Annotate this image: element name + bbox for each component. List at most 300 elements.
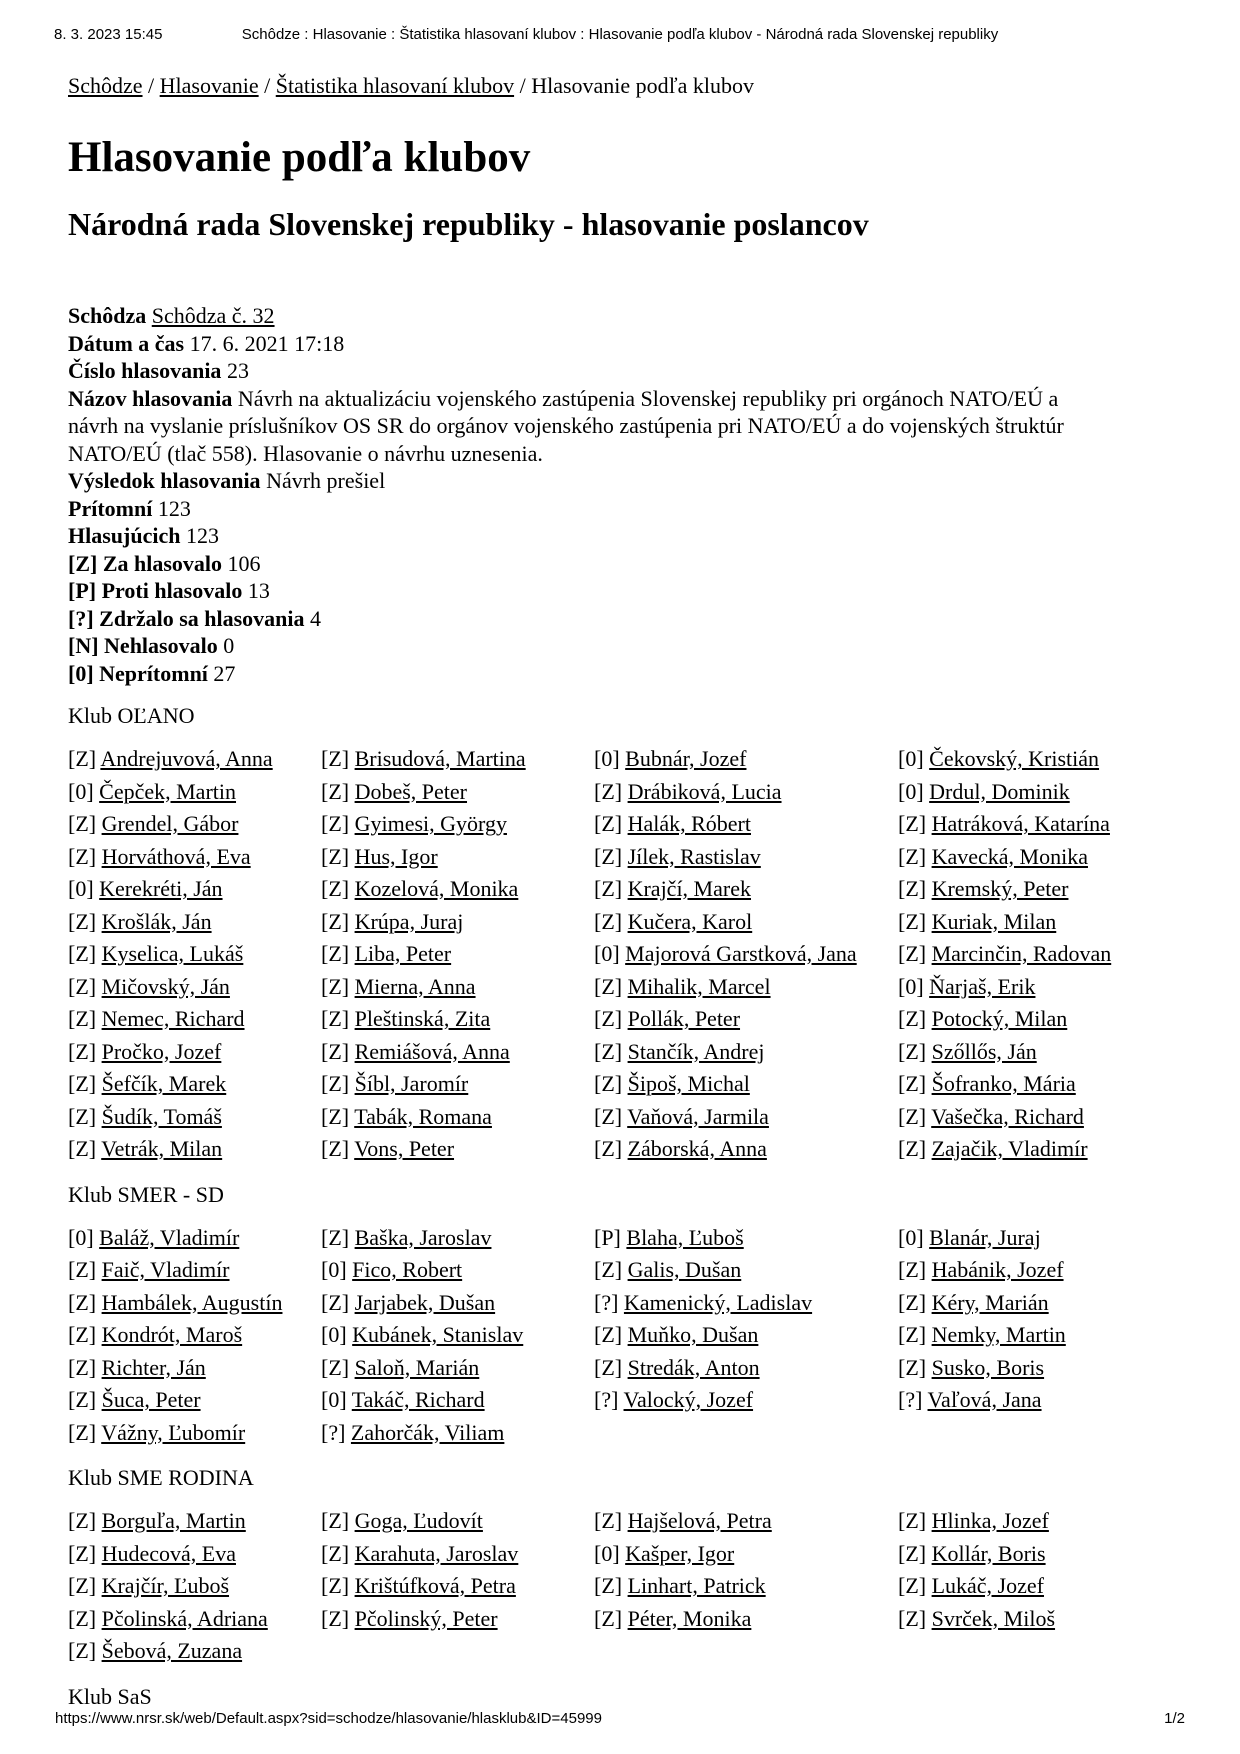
member-cell [594,971,898,1004]
member-cell [68,776,321,809]
member-link[interactable]: Záborská, Anna [627,1136,767,1161]
member-cell [321,1287,594,1320]
vote-marker: [Z] [68,941,97,966]
vote-marker: [Z] [898,1354,927,1380]
vote-marker: [Z] [594,1006,623,1031]
member-cell [898,1384,1188,1417]
member-link[interactable]: Tabák, Romana [354,1103,492,1129]
detail-label: [?] Zdržalo sa hlasovania [68,605,305,631]
vote-marker: [Z] [898,1038,927,1064]
member-link[interactable]: Faič, Vladimír [101,1257,230,1282]
member-link[interactable]: Šofranko, Mária [931,1071,1076,1096]
member-link[interactable]: Hajšelová, Petra [627,1508,772,1533]
print-datetime: 8. 3. 2023 15:45 [54,26,163,43]
detail-line [68,522,1098,550]
vote-marker: [Z] [321,973,350,999]
member-link[interactable]: Hatráková, Katarína [931,811,1110,836]
member-link[interactable]: Mierna, Anna [354,973,476,999]
member-link[interactable]: Vons, Peter [354,1136,455,1161]
member-link[interactable]: Krajčír, Ľuboš [101,1573,230,1598]
breadcrumb-link[interactable]: Hlasovanie [159,73,259,98]
vote-marker: [0] [898,778,924,804]
vote-marker: [Z] [321,811,350,836]
member-cell [321,1133,594,1166]
member-link[interactable]: Kubánek, Stanislav [352,1322,524,1347]
member-cell [68,1101,321,1134]
vote-marker: [Z] [898,1289,927,1315]
member-cell [594,1287,898,1320]
breadcrumb-separator: / [514,73,532,98]
club-members-table [68,743,1188,1166]
member-cell [898,1352,1188,1385]
vote-marker: [Z] [594,1605,623,1631]
member-cell [68,1287,321,1320]
vote-marker: [Z] [321,1289,350,1315]
member-link[interactable]: Zahorčák, Viliam [350,1419,505,1445]
member-cell [68,743,321,776]
vote-marker: [Z] [898,1006,927,1031]
member-cell [898,1036,1188,1069]
member-link[interactable]: Stredák, Anton [627,1354,760,1380]
vote-marker: [Z] [898,1136,927,1161]
member-link[interactable]: Dobeš, Peter [354,778,468,804]
member-cell [68,971,321,1004]
member-link[interactable]: Mičovský, Ján [101,973,230,999]
vote-marker: [0] [898,973,924,999]
member-cell [594,1319,898,1352]
member-cell [321,1538,594,1571]
breadcrumb-current: Hlasovanie podľa klubov [531,73,754,98]
vote-marker: [Z] [321,1540,350,1566]
member-link[interactable]: Kašper, Igor [625,1540,735,1566]
detail-value: 123 [185,523,219,548]
member-cell [594,1222,898,1255]
print-header [54,26,1186,46]
club-heading: Klub SMER - SD [68,1181,224,1207]
member-link[interactable]: Gyimesi, György [354,811,507,836]
member-cell [594,1384,898,1417]
member-link[interactable]: Jílek, Rastislav [627,843,761,869]
detail-label: [Z] Za hlasovalo [68,550,223,576]
vote-marker: [Z] [898,1573,927,1598]
member-link[interactable]: Ňarjaš, Erik [929,973,1036,999]
vote-marker: [Z] [594,1257,623,1282]
vote-marker: [Z] [321,1103,350,1129]
member-link[interactable]: Kéry, Marián [931,1289,1049,1315]
member-link[interactable]: Marcinčin, Radovan [931,941,1112,966]
clubs [68,701,1200,1712]
member-link[interactable]: Richter, Ján [101,1354,206,1380]
member-cell [68,1505,321,1538]
member-link[interactable]: Susko, Boris [931,1354,1045,1380]
vote-marker: [Z] [321,1573,350,1598]
member-cell [898,1133,1188,1166]
vote-marker: [Z] [594,1322,623,1347]
page-title: Hlasovanie podľa klubov [68,134,531,181]
member-link[interactable]: Jarjabek, Dušan [354,1289,496,1315]
member-link[interactable]: Kamenický, Ladislav [623,1289,813,1315]
member-link[interactable]: Pollák, Peter [627,1006,741,1031]
member-link[interactable]: Šudík, Tomáš [101,1103,222,1129]
member-cell [898,841,1188,874]
vote-marker: [Z] [594,1573,623,1598]
member-cell [68,841,321,874]
member-link[interactable]: Remiášová, Anna [354,1038,510,1064]
member-link[interactable]: Drdul, Dominik [929,778,1070,804]
vote-marker: [Z] [898,908,927,934]
member-cell [594,841,898,874]
vote-marker: [Z] [594,876,623,901]
member-link[interactable]: Baška, Jaroslav [354,1224,492,1250]
member-link[interactable]: Šebová, Zuzana [101,1638,243,1663]
vote-details [68,302,1098,687]
vote-marker: [0] [898,746,924,771]
vote-marker: [0] [594,941,620,966]
member-link[interactable]: Čepček, Martin [99,778,237,804]
vote-marker: [0] [321,1257,347,1282]
vote-marker: [Z] [898,876,927,901]
detail-label: Schôdza [68,303,147,328]
vote-marker: [Z] [68,1354,97,1380]
vote-marker: [Z] [68,1006,97,1031]
page-subtitle: Národná rada Slovenskej republiky - hlasovanie poslancov [68,206,869,242]
member-link[interactable]: Pleštinská, Zita [354,1006,491,1031]
detail-value: 4 [310,605,322,631]
vote-marker: [Z] [321,1354,350,1380]
member-cell [321,1505,594,1538]
vote-marker: [Z] [898,941,927,966]
member-link[interactable]: Pročko, Jozef [101,1038,222,1064]
member-cell [68,808,321,841]
detail-value: 0 [223,633,235,658]
member-link[interactable]: Péter, Monika [627,1605,752,1631]
vote-marker: [Z] [594,1508,623,1533]
vote-marker: [Z] [68,746,97,771]
member-cell [898,1570,1188,1603]
detail-line [68,302,1098,330]
member-link[interactable]: Krajčí, Marek [627,876,751,901]
member-link[interactable]: Kollár, Boris [931,1540,1046,1566]
club-members-table [68,1505,1188,1668]
vote-marker: [Z] [594,843,623,869]
member-cell [898,1505,1188,1538]
member-cell [898,1254,1188,1287]
member-link[interactable]: Nemec, Richard [101,1006,245,1031]
member-link[interactable]: Kavecká, Monika [931,843,1088,869]
member-cell [321,1603,594,1636]
member-cell [68,1319,321,1352]
vote-marker: [Z] [898,1540,927,1566]
detail-line [68,660,1098,688]
vote-marker: [Z] [898,1103,927,1129]
member-link[interactable]: Lukáč, Jozef [931,1573,1044,1598]
vote-marker: [Z] [321,1136,350,1161]
member-link[interactable]: Habánik, Jozef [931,1257,1064,1282]
member-link[interactable]: Zajačik, Vladimír [931,1136,1088,1161]
member-cell [594,1101,898,1134]
member-cell [898,1538,1188,1571]
member-link[interactable]: Hambálek, Augustín [101,1289,283,1315]
vote-marker: [Z] [898,1322,927,1347]
detail-value: 27 [213,660,236,686]
vote-marker: [Z] [68,1387,97,1412]
vote-marker: [Z] [68,1257,97,1282]
member-cell [68,1635,321,1668]
club-members-table [68,1222,1188,1450]
vote-marker: [Z] [68,1038,97,1064]
vote-marker: [Z] [321,908,350,934]
member-cell [321,1570,594,1603]
vote-marker: [0] [321,1387,347,1412]
member-link[interactable]: Blaha, Ľuboš [626,1224,744,1250]
member-link[interactable]: Grendel, Gábor [101,811,239,836]
member-link[interactable]: Liba, Peter [354,941,452,966]
vote-marker: [P] [594,1224,621,1250]
member-cell [68,1133,321,1166]
detail-value: 23 [226,358,249,383]
member-link[interactable]: Potocký, Milan [931,1006,1068,1031]
member-cell [321,776,594,809]
member-cell [594,1352,898,1385]
vote-marker: [0] [594,746,620,771]
vote-marker: [0] [898,1224,924,1250]
vote-marker: [Z] [898,1605,927,1631]
member-link[interactable]: Pčolinský, Peter [354,1605,498,1631]
vote-marker: [Z] [898,811,927,836]
vote-marker: [0] [321,1322,347,1347]
member-cell [898,1003,1188,1036]
detail-label: Číslo hlasovania [68,358,222,383]
member-link[interactable]: Mihalik, Marcel [627,973,771,999]
member-cell [68,1003,321,1036]
member-link[interactable]: Linhart, Patrick [627,1573,766,1598]
vote-marker: [0] [68,778,94,804]
member-cell [321,1101,594,1134]
member-cell [321,1352,594,1385]
member-link[interactable]: Krištúfková, Petra [354,1573,516,1598]
vote-marker: [Z] [321,746,350,771]
member-cell [68,873,321,906]
footer-url: https://www.nrsr.sk/web/Default.aspx?sid=schodze/hlasovanie/hlasklub&ID=45999 [55,1710,602,1727]
vote-marker: [Z] [594,778,623,804]
member-cell [594,1254,898,1287]
member-cell [321,1222,594,1255]
member-cell [594,1603,898,1636]
member-cell [68,1036,321,1069]
vote-marker: [Z] [68,1322,97,1347]
member-link[interactable]: Szőllős, Ján [931,1038,1037,1064]
vote-marker: [Z] [68,1071,97,1096]
member-link[interactable]: Vážny, Ľubomír [101,1419,246,1445]
session-link[interactable]: Schôdza č. 32 [151,303,275,328]
member-cell [594,1133,898,1166]
member-link[interactable]: Saloň, Marián [354,1354,480,1380]
vote-marker: [Z] [321,1508,350,1533]
member-link[interactable]: Šipoš, Michal [627,1071,750,1096]
member-link[interactable]: Horváthová, Eva [101,843,251,869]
member-link[interactable]: Kremský, Peter [931,876,1069,901]
member-link[interactable]: Kozelová, Monika [354,876,519,901]
detail-line [68,495,1098,523]
detail-line [68,577,1098,605]
breadcrumb-link[interactable]: Schôdze [68,73,143,98]
member-cell [898,906,1188,939]
member-link[interactable]: Stančík, Andrej [627,1038,765,1064]
member-link[interactable]: Majorová Garstková, Jana [625,941,857,966]
vote-marker: [Z] [321,941,350,966]
member-cell [898,1222,1188,1255]
vote-marker: [?] [321,1419,346,1445]
member-cell [594,906,898,939]
detail-label: [0] Neprítomní [68,660,208,686]
member-link[interactable]: Drábiková, Lucia [627,778,782,804]
member-link[interactable]: Nemky, Martin [931,1322,1066,1347]
member-link[interactable]: Vašečka, Richard [931,1103,1084,1129]
detail-line [68,357,1098,385]
detail-value: 123 [157,495,191,521]
member-link[interactable]: Baláž, Vladimír [99,1224,240,1250]
member-link[interactable]: Brisudová, Martina [354,746,526,771]
member-cell [68,1570,321,1603]
member-cell [68,1384,321,1417]
member-cell [898,1101,1188,1134]
member-cell [594,1003,898,1036]
detail-label: Prítomní [68,495,153,521]
member-link[interactable]: Fico, Robert [352,1257,463,1282]
member-cell [898,873,1188,906]
vote-marker: [Z] [68,1508,97,1533]
member-cell [898,1287,1188,1320]
club-heading: Klub OĽANO [68,703,195,728]
vote-marker: [Z] [68,1540,97,1566]
member-cell [321,1319,594,1352]
member-link[interactable]: Svrček, Miloš [931,1605,1056,1631]
detail-line [68,385,1098,468]
member-link[interactable]: Takáč, Richard [351,1387,485,1412]
detail-value: Návrh na aktualizáciu vojenského zastúpenia Slovenskej republiky pri orgánoch NATO/EÚ a návrh na vyslanie príslušníkov OS SR do orgánov vojenského zastúpenia pri NATO/EÚ a do vojenských štruktúr NATO/EÚ (tlač 558). Hlasovanie o návrhu uznesenia. [68,385,1064,466]
member-link[interactable]: Hus, Igor [354,843,438,869]
member-cell [68,1603,321,1636]
member-link[interactable]: Kondrót, Maroš [101,1322,243,1347]
vote-marker: [Z] [594,1103,623,1129]
member-link[interactable]: Bubnár, Jozef [625,746,747,771]
vote-marker: [Z] [321,876,350,901]
member-cell [321,1417,594,1450]
vote-marker: [Z] [321,1605,350,1631]
vote-marker: [Z] [594,973,623,999]
member-link[interactable]: Vaňová, Jarmila [627,1103,769,1129]
member-cell [321,938,594,971]
member-link[interactable]: Kerekréti, Ján [99,876,223,901]
vote-marker: [Z] [68,1103,97,1129]
vote-marker: [Z] [594,1354,623,1380]
member-cell [321,1254,594,1287]
vote-marker: [Z] [68,973,97,999]
member-link[interactable]: Kyselica, Lukáš [101,941,244,966]
club-heading: Klub SaS [68,1683,152,1709]
member-link[interactable]: Šíbl, Jaromír [354,1071,469,1096]
detail-value: 17. 6. 2021 17:18 [189,330,345,356]
member-link[interactable]: Galis, Dušan [627,1257,742,1282]
breadcrumb-link[interactable]: Štatistika hlasovaní klubov [275,73,515,98]
vote-marker: [Z] [68,811,97,836]
vote-marker: [Z] [594,1038,623,1064]
vote-marker: [Z] [898,843,927,869]
member-link[interactable]: Goga, Ľudovít [354,1508,483,1533]
breadcrumb-separator: / [142,73,160,98]
vote-marker: [Z] [898,1071,927,1096]
vote-marker: [Z] [68,1605,97,1631]
vote-marker: [0] [594,1540,620,1566]
member-link[interactable]: Valocký, Jozef [623,1387,754,1412]
member-cell [68,1417,321,1450]
vote-marker: [?] [594,1387,619,1412]
member-cell [594,1538,898,1571]
detail-line [68,550,1098,578]
member-link[interactable]: Hudecová, Eva [101,1540,236,1566]
print-title: Schôdze : Hlasovanie : Štatistika hlasovaní klubov : Hlasovanie podľa klubov - Národná rada Slovenskej republiky [241,26,999,43]
member-link[interactable]: Kuriak, Milan [931,908,1057,934]
print-footer [55,1710,1185,1730]
vote-marker: [0] [68,1224,94,1250]
member-cell [594,873,898,906]
member-cell [594,938,898,971]
member-cell [594,1570,898,1603]
vote-marker: [0] [68,876,94,901]
member-cell [68,1068,321,1101]
member-link[interactable]: Krúpa, Juraj [354,908,464,934]
member-link[interactable]: Borguľa, Martin [101,1508,246,1533]
vote-marker: [Z] [321,1038,350,1064]
member-link[interactable]: Krošlák, Ján [101,908,212,934]
member-link[interactable]: Muňko, Dušan [627,1322,759,1347]
member-cell [321,1036,594,1069]
member-link[interactable]: Vaľová, Jana [927,1387,1042,1412]
detail-label: Hlasujúcich [68,523,181,548]
member-cell [321,971,594,1004]
member-cell [898,743,1188,776]
member-cell [898,1319,1188,1352]
vote-marker: [Z] [68,1638,97,1663]
vote-marker: [Z] [594,811,623,836]
detail-label: Názov hlasovania [68,385,233,411]
vote-marker: [Z] [68,1289,97,1315]
member-link[interactable]: Blanár, Juraj [929,1224,1041,1250]
member-link[interactable]: Pčolinská, Adriana [101,1605,268,1631]
member-link[interactable]: Vetrák, Milan [101,1136,223,1161]
member-link[interactable]: Halák, Róbert [627,811,751,836]
member-cell [321,1003,594,1036]
member-link[interactable]: Andrejuvová, Anna [100,746,273,771]
member-cell [898,938,1188,971]
member-link[interactable]: Karahuta, Jaroslav [354,1540,519,1566]
detail-line [68,632,1098,660]
member-link[interactable]: Hlinka, Jozef [931,1508,1049,1533]
member-cell [594,776,898,809]
vote-marker: [Z] [898,1508,927,1533]
member-cell [68,1352,321,1385]
breadcrumb [68,72,1200,100]
member-link[interactable]: Šuca, Peter [101,1387,201,1412]
breadcrumb-separator: / [258,73,276,98]
member-link[interactable]: Šefčík, Marek [101,1071,227,1096]
member-cell [898,1603,1188,1636]
detail-line [68,605,1098,633]
member-link[interactable]: Kučera, Karol [627,908,753,934]
member-link[interactable]: Čekovský, Kristián [929,746,1100,771]
member-cell [321,1384,594,1417]
member-cell [594,1036,898,1069]
